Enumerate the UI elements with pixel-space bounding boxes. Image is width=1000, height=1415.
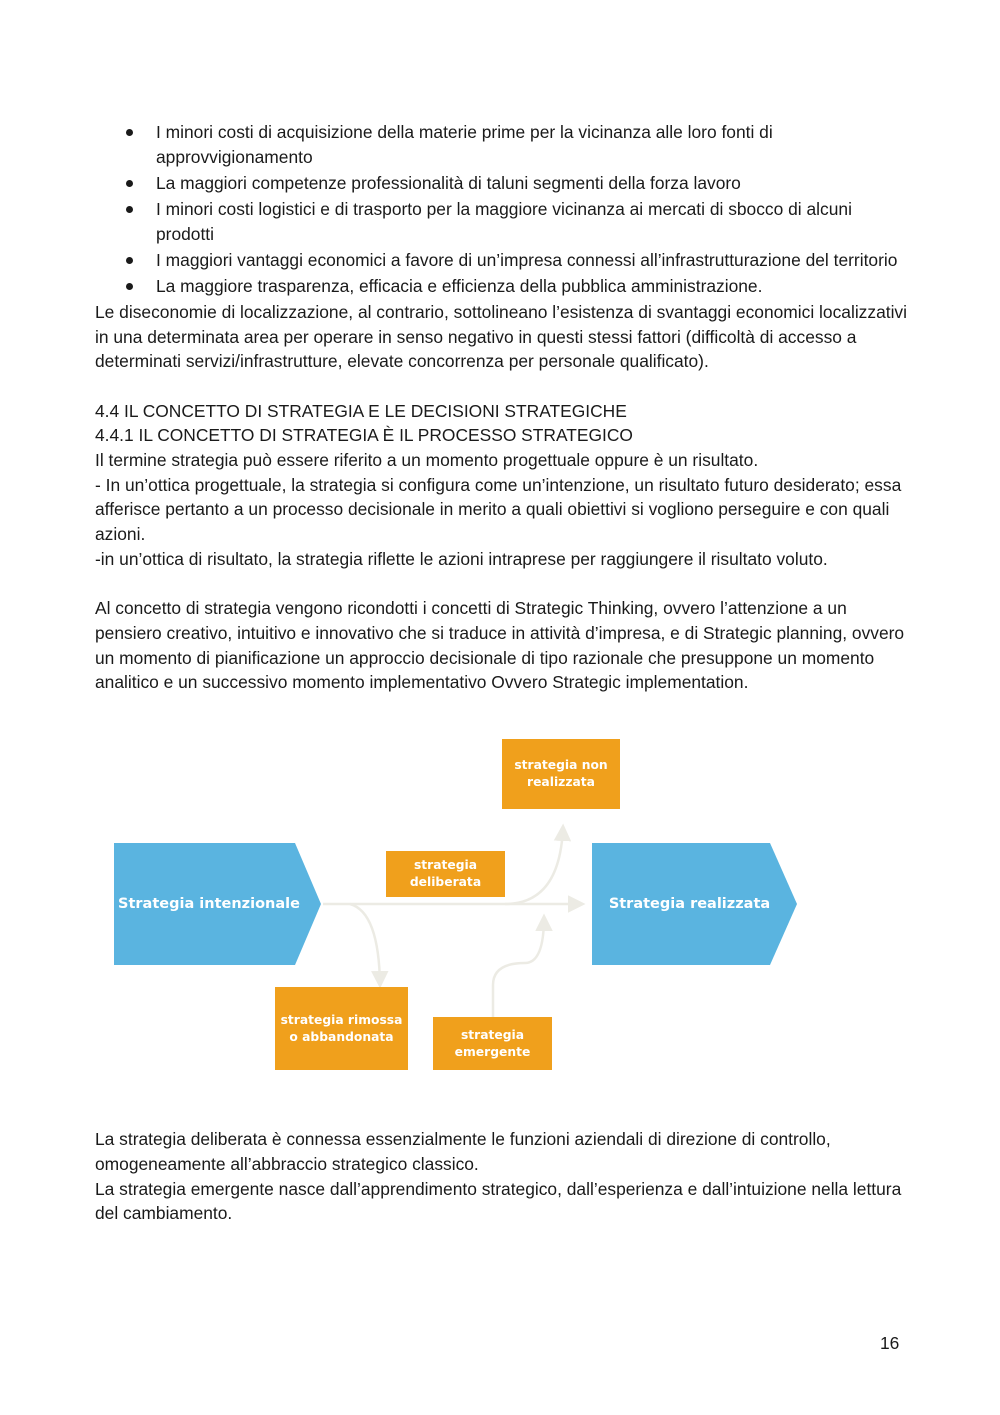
page-content — [95, 120, 910, 1226]
label-line: strategia non — [514, 758, 608, 773]
deliberata-explanation: La strategia deliberata è connessa essenzialmente le funzioni aziendali di direzione di controllo, omogeneamente all’abbraccio strategico classico. — [95, 1129, 831, 1174]
label-line: strategia — [460, 1027, 525, 1042]
label-strategia-intenzionale: Strategia intenzionale — [118, 895, 300, 912]
list-item — [95, 197, 910, 246]
list-item — [95, 171, 910, 196]
diseconomie-paragraph: Le diseconomie di localizzazione, al contrario, sottolineano l’esistenza di svantaggi economici localizzativi in una determinata area per operare in senso negativo in questi stessi fattori (difficoltà di accesso a determinati servizi/infrastrutture, elevate concorrenza per personale qualificato). — [95, 301, 907, 372]
bullet-list — [95, 120, 910, 298]
emergente-explanation: La strategia emergente nasce dall’apprendimento strategico, dall’esperienza e dall’intuizione nella lettura del cambiamento. — [95, 1178, 902, 1224]
bullet-dot — [126, 257, 133, 264]
spacer — [95, 1109, 910, 1127]
list-item-text: I minori costi di acquisizione della materie prime per la vicinanza alle loro fonti di approvvigionamento — [156, 122, 773, 167]
list-item-text: I maggiori vantaggi economici a favore di un’impresa connessi all’infrastrutturazione del territorio — [156, 249, 898, 270]
label-deliberata — [386, 851, 505, 897]
strategy-definition: Il termine strategia può essere riferito a un momento progettuale oppure è un risultato. — [95, 450, 759, 471]
arrow-from-emergente — [493, 917, 544, 1017]
strategy-progettuale: - In un’ottica progettuale, la strategia si configura come un’intenzione, un risultato futuro desiderato; essa afferisce pertanto a un processo decisionale in merito a quali obiettivi si vogliono perseguire e con quali azioni. — [95, 474, 902, 545]
bullet-dot — [126, 129, 133, 136]
bullet-dot — [126, 180, 133, 187]
subsection-heading: 4.4.1 IL CONCETTO DI STRATEGIA È IL PROCESSO STRATEGICO — [95, 425, 633, 446]
list-item-text: La maggiori competenze professionalità di taluni segmenti della forza lavoro — [156, 172, 741, 193]
label-line: deliberata — [409, 875, 482, 890]
spacer — [95, 374, 910, 399]
label-non-realizzata — [502, 739, 620, 809]
strategy-diagram — [95, 717, 910, 1109]
list-item — [95, 120, 910, 169]
bullet-dot — [126, 283, 133, 290]
strategy-risultato: -in un’ottica di risultato, la strategia riflette le azioni intraprese per raggiungere il risultato voluto. — [95, 548, 828, 569]
list-item-text: La maggiore trasparenza, efficacia e efficienza della pubblica amministrazione. — [156, 275, 763, 296]
list-item-text: I minori costi logistici e di trasporto per la maggiore vicinanza ai mercati di sbocco di alcuni prodotti — [156, 198, 852, 244]
list-item — [95, 248, 910, 273]
arrow-to-non-realizzata — [505, 827, 563, 904]
label-strategia-realizzata: Strategia realizzata — [608, 895, 771, 912]
label-rimossa — [275, 987, 408, 1070]
spacer — [95, 572, 910, 597]
label-line: emergente — [454, 1044, 531, 1059]
label-line: realizzata — [527, 775, 595, 790]
page-number: 16 — [880, 1333, 900, 1353]
label-emergente — [433, 1017, 552, 1070]
label-line: strategia — [413, 858, 478, 873]
label-line: strategia rimossa — [280, 1012, 403, 1027]
label-line: o abbandonata — [289, 1029, 394, 1044]
arrow-to-rimossa — [350, 904, 380, 985]
bullet-dot — [126, 206, 133, 213]
section-heading: 4.4 IL CONCETTO DI STRATEGIA E LE DECISIONI STRATEGICHE — [95, 400, 627, 421]
list-item — [95, 274, 910, 299]
concept-paragraph: Al concetto di strategia vengono ricondotti i concetti di Strategic Thinking, ovvero l’attenzione a un pensiero creativo, intuitivo e innovativo che si traduce in attività d’impresa, e di Strategic planning, ovvero un momento di pianificazione un approccio decisionale di tipo razionale che presuppone un momento analitico e un successivo momento implementativo Ovvero Strategic implementation. — [95, 598, 905, 693]
